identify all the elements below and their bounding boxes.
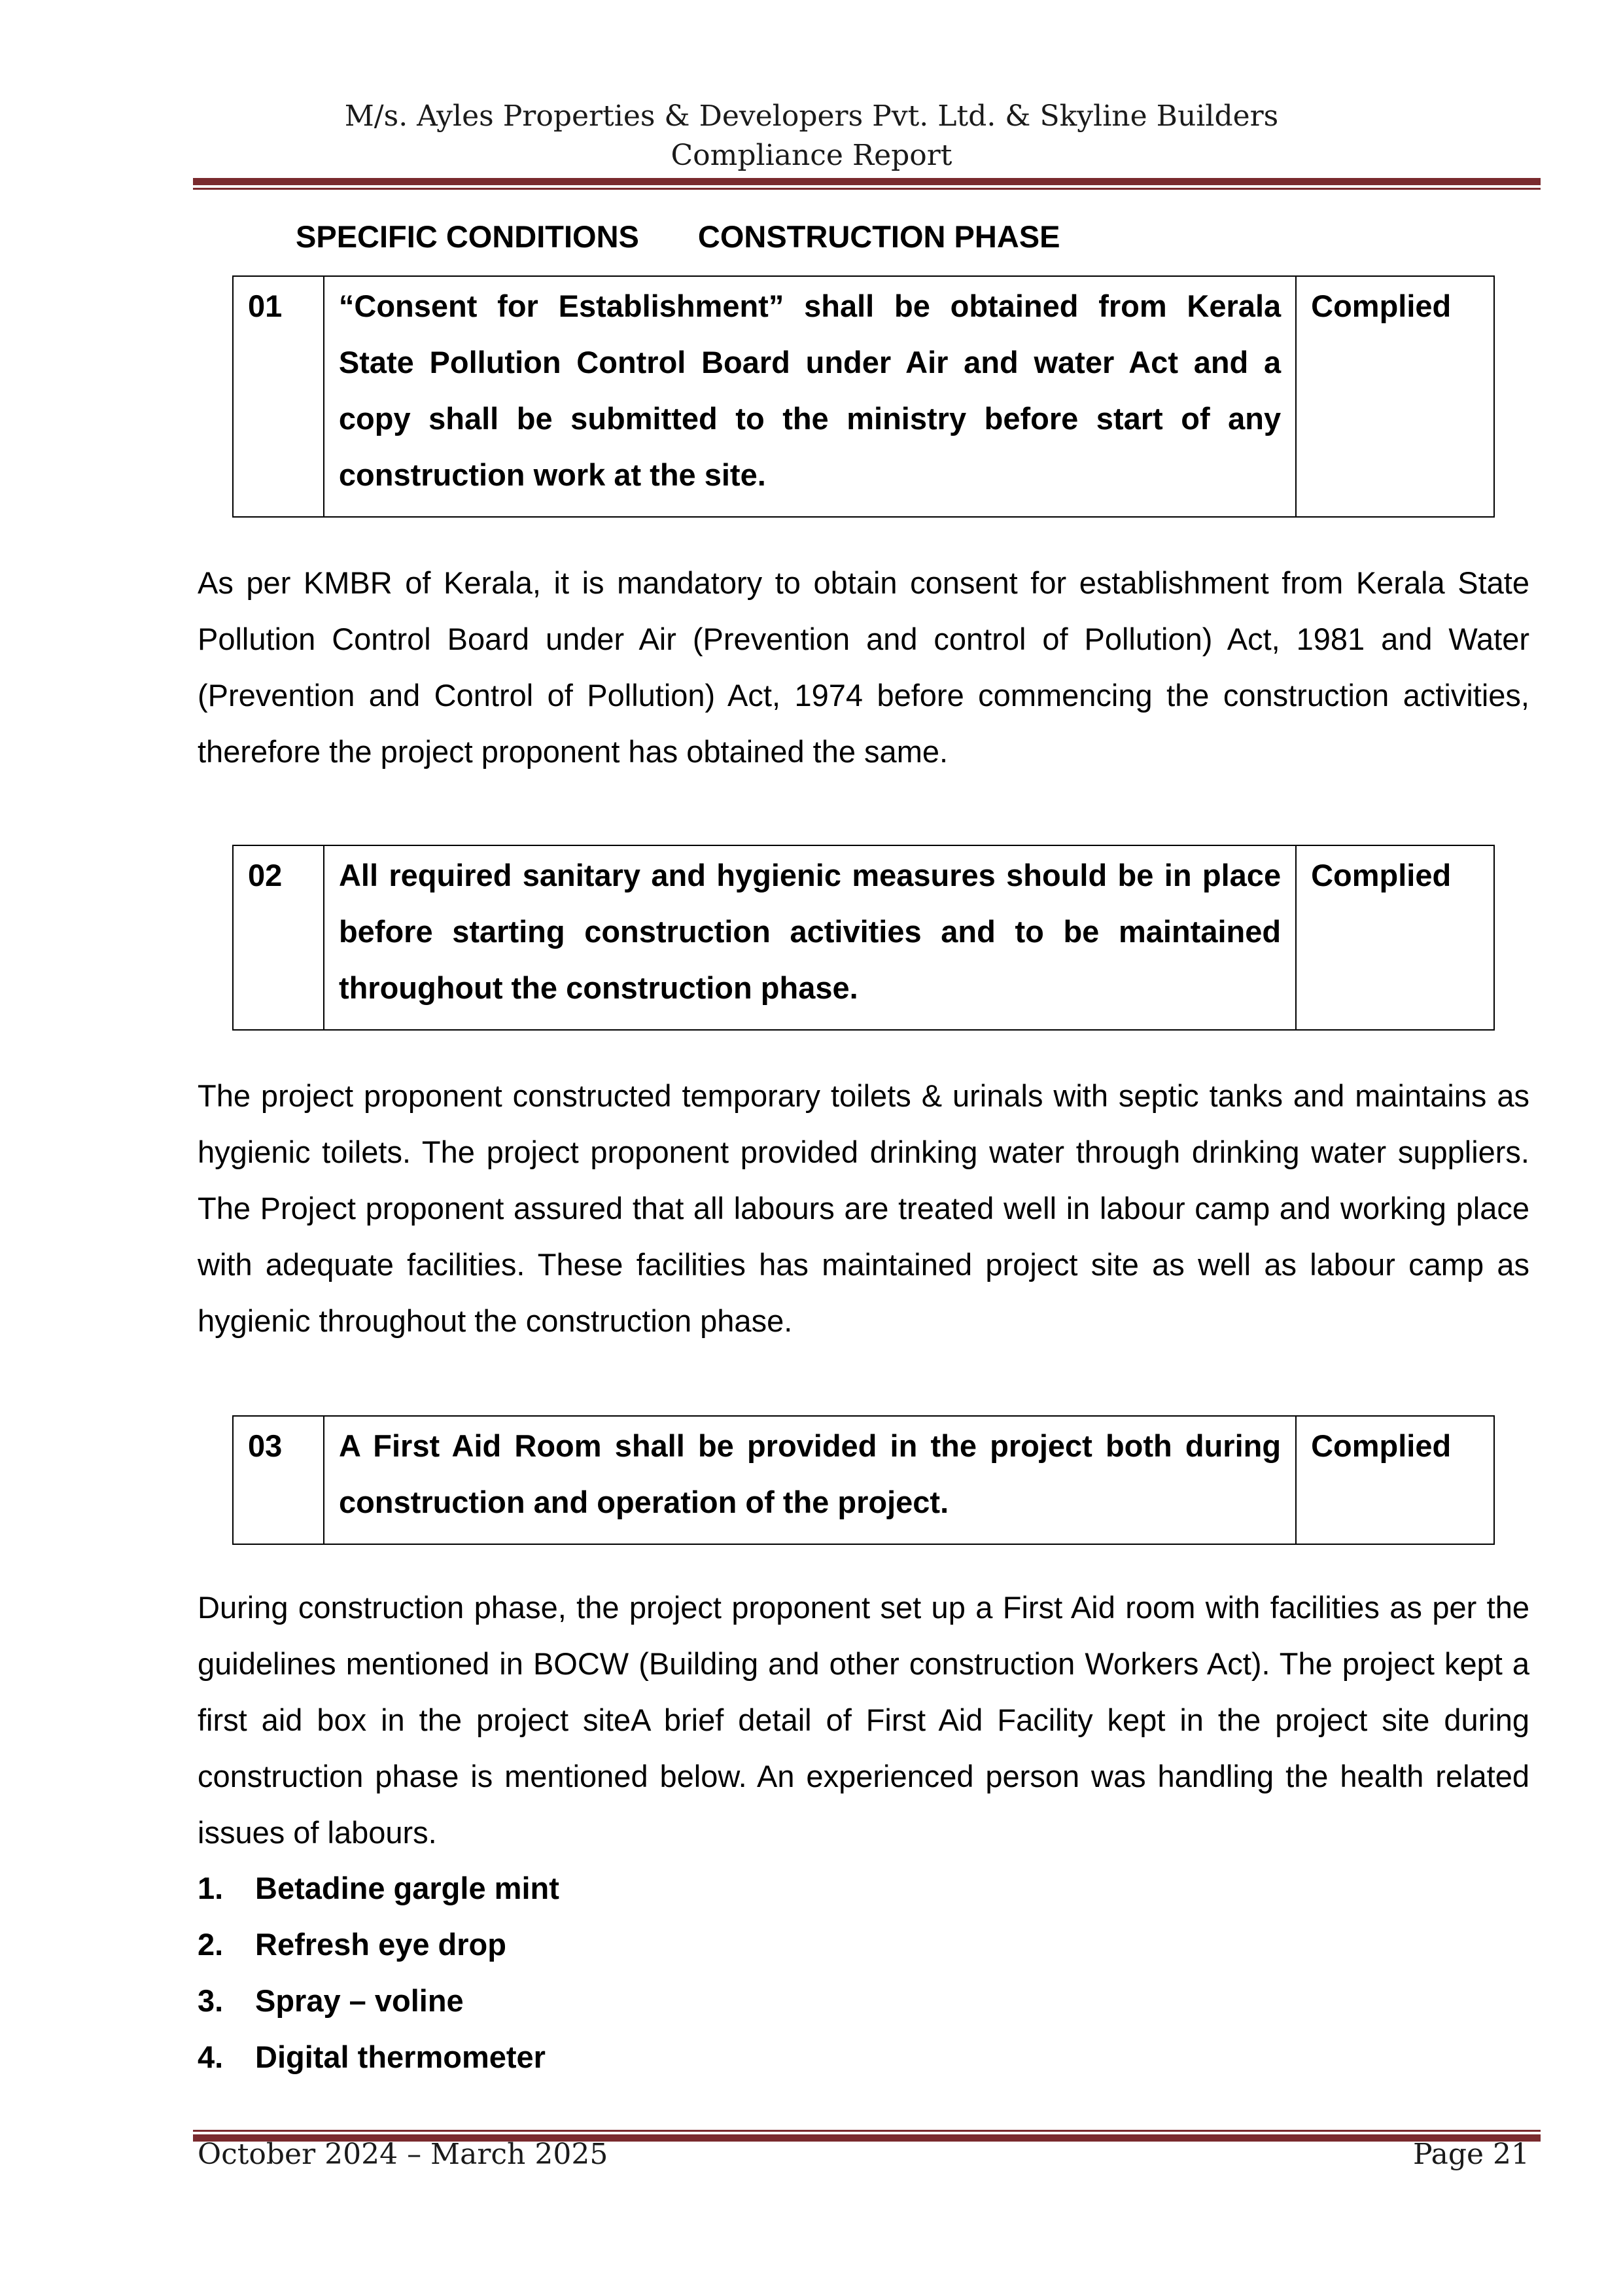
table-row xyxy=(233,845,1494,1030)
table-row xyxy=(233,1416,1494,1544)
condition-table-01 xyxy=(232,275,1495,518)
header-report-title: Compliance Report xyxy=(671,139,952,172)
first-aid-list xyxy=(198,1860,559,2085)
table-row xyxy=(233,276,1494,517)
paragraph-condition-03: During construction phase, the project proponent set up a First Aid room with facilities as per the guidelines mentioned in BOCW (Building and other construction Workers Act). The project kept a first aid box in the project siteA brief detail of First Aid Facility kept in the project site during construction phase is mentioned below. An experienced person was handling the health related issues of labours. xyxy=(198,1590,1529,1850)
section-heading xyxy=(296,217,1060,256)
condition-status: Complied xyxy=(1296,276,1494,517)
condition-text: “Consent for Establishment” shall be obtained from Kerala State Pollution Control Board under Air and water Act and a copy shall be submitted to the ministry before start of any construction work at the site. xyxy=(324,276,1296,517)
condition-number: 01 xyxy=(233,276,324,517)
section-heading-left: SPECIFIC CONDITIONS xyxy=(296,219,639,254)
condition-number: 03 xyxy=(233,1416,324,1544)
list-item: 3. Spray – voline xyxy=(198,1983,464,2018)
page-header xyxy=(0,97,1623,175)
condition-status: Complied xyxy=(1296,1416,1494,1544)
header-company-line: M/s. Ayles Properties & Developers Pvt. Ltd. & Skyline Builders xyxy=(344,99,1279,133)
footer-period: October 2024 – March 2025 xyxy=(198,2138,608,2171)
paragraph-condition-02: The project proponent constructed temporary toilets & urinals with septic tanks and maintains as hygienic toilets. The project proponent provided drinking water through drinking water suppliers. The Project proponent assured that all labours are treated well in labour camp and working place with adequate facilities. These facilities has maintained project site as well as labour camp as hygienic throughout the construction phase. xyxy=(198,1078,1529,1338)
condition-text: All required sanitary and hygienic measures should be in place before starting construction activities and to be maintained throughout the construction phase. xyxy=(324,845,1296,1030)
paragraph-condition-01: As per KMBR of Kerala, it is mandatory to obtain consent for establishment from Kerala State Pollution Control Board under Air (Prevention and control of Pollution) Act, 1981 and Water (Prevention and Control of Pollution) Act, 1974 before commencing the construction activities, therefore the project proponent has obtained the same. xyxy=(198,565,1529,769)
condition-status: Complied xyxy=(1296,845,1494,1030)
list-item: 2. Refresh eye drop xyxy=(198,1927,506,1962)
condition-number: 02 xyxy=(233,845,324,1030)
condition-text: A First Aid Room shall be provided in the project both during construction and operation of the project. xyxy=(324,1416,1296,1544)
condition-table-02 xyxy=(232,845,1495,1031)
page-number: Page 21 xyxy=(1412,2138,1529,2171)
list-item: 4. Digital thermometer xyxy=(198,2040,546,2074)
list-item: 1. Betadine gargle mint xyxy=(198,1871,559,1905)
condition-table-03 xyxy=(232,1415,1495,1545)
header-divider xyxy=(193,178,1541,190)
section-heading-right: CONSTRUCTION PHASE xyxy=(697,219,1060,254)
